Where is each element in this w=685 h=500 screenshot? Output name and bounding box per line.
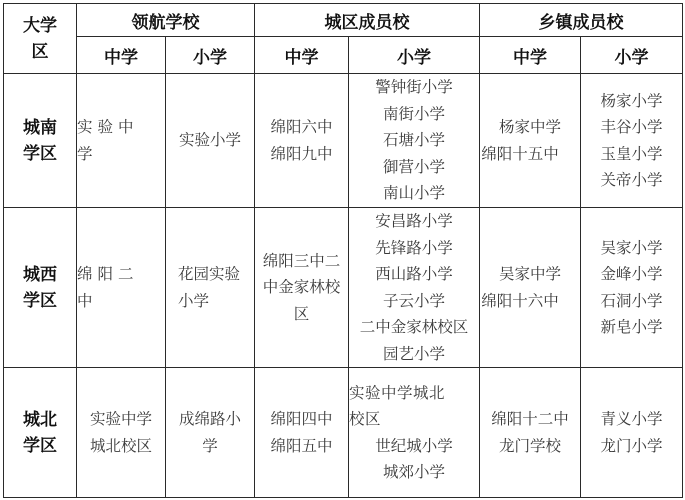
header-lead-school: 领航学校 — [77, 4, 255, 37]
lead-middle-cell: 实验中学城北校区 — [77, 368, 166, 498]
table-row-chengxi — [4, 208, 683, 368]
header-city-middle: 中学 — [255, 37, 349, 74]
header-city-primary: 小学 — [349, 37, 480, 74]
lead-primary-cell: 实验小学 — [166, 74, 255, 208]
town-primary-cell: 青义小学 龙门小学 — [581, 368, 683, 498]
lead-primary-cell: 花园实验小学 — [166, 208, 255, 368]
zone-label: 城西学区 — [4, 208, 77, 368]
header-lead-primary: 小学 — [166, 37, 255, 74]
header-city-member: 城区成员校 — [255, 4, 480, 37]
city-primary-cell: 警钟街小学 南街小学 石塘小学 御营小学 南山小学 — [349, 74, 480, 208]
town-primary-cell: 杨家小学 丰谷小学 玉皇小学 关帝小学 — [581, 74, 683, 208]
header-lead-middle: 中学 — [77, 37, 166, 74]
city-primary-cell: 安昌路小学 先锋路小学 西山路小学 子云小学 二中金家林校区 园艺小学 — [349, 208, 480, 368]
header-town-member: 乡镇成员校 — [480, 4, 683, 37]
town-middle-cell: 杨家中学 绵阳十五中 — [480, 74, 581, 208]
school-district-table — [3, 3, 683, 498]
city-primary-cell: 实验中学城北校区 世纪城小学 城郊小学 — [349, 368, 480, 498]
table-row-chengbei — [4, 368, 683, 498]
town-middle-cell: 绵阳十二中 龙门学校 — [480, 368, 581, 498]
header-town-primary: 小学 — [581, 37, 683, 74]
lead-middle-cell: 绵阳二中 — [77, 208, 166, 368]
header-district: 大学区 — [4, 4, 77, 74]
town-primary-cell: 吴家小学 金峰小学 石洞小学 新皂小学 — [581, 208, 683, 368]
zone-label: 城南学区 — [4, 74, 77, 208]
town-middle-cell: 吴家中学 绵阳十六中 — [480, 208, 581, 368]
city-middle-cell: 绵阳六中 绵阳九中 — [255, 74, 349, 208]
header-town-middle: 中学 — [480, 37, 581, 74]
city-middle-cell: 绵阳四中 绵阳五中 — [255, 368, 349, 498]
city-middle-cell: 绵阳三中二中金家林校区 — [255, 208, 349, 368]
table-row-chengnan — [4, 74, 683, 208]
lead-primary-cell: 成绵路小学 — [166, 368, 255, 498]
lead-middle-cell: 实验中学 — [77, 74, 166, 208]
zone-label: 城北学区 — [4, 368, 77, 498]
